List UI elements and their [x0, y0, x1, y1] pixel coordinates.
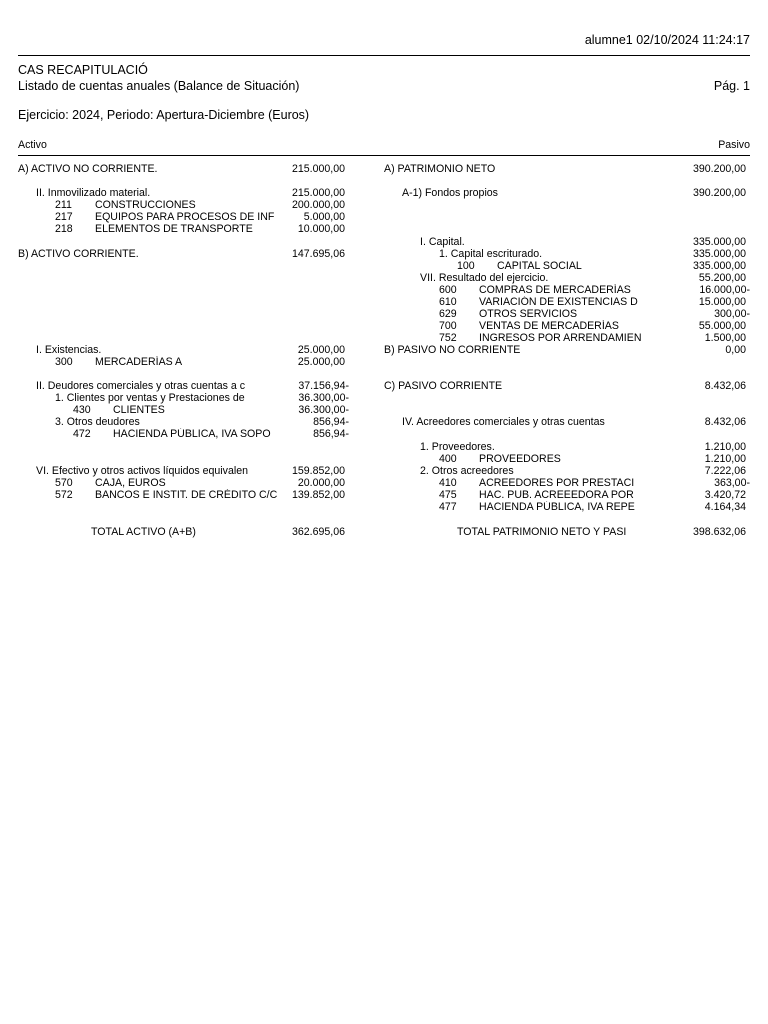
account-code: 430: [73, 404, 91, 416]
account-label: B) ACTIVO CORRIENTE.: [18, 248, 139, 260]
account-amount: 300,00-: [714, 308, 750, 320]
report-header: [0, 0, 768, 60]
account-amount: 1.210,00: [704, 453, 746, 465]
account-amount: 25.000,00: [297, 344, 345, 356]
account-label: I. Existencias.: [36, 344, 102, 356]
header-rule: [18, 55, 750, 56]
account-label: HACIENDA PÚBLICA, IVA SOPO: [113, 428, 271, 440]
account-code: 629: [439, 308, 457, 320]
account-amount: 215.000,00: [291, 163, 345, 175]
account-amount: 200.000,00: [291, 199, 345, 211]
account-label: C) PASIVO CORRIENTE: [384, 380, 503, 392]
account-amount: 1.210,00: [704, 441, 746, 453]
account-amount: 390.200,00: [692, 163, 746, 175]
account-label: HACIENDA PÚBLICA, IVA REPE: [479, 501, 635, 513]
account-code: 572: [55, 489, 73, 501]
account-amount: 139.852,00: [291, 489, 345, 501]
account-amount: 5.000,00: [303, 211, 345, 223]
account-label: CLIENTES: [113, 404, 165, 416]
account-label: EQUIPOS PARA PROCESOS DE INF: [95, 211, 275, 223]
account-amount: 25.000,00: [297, 356, 345, 368]
account-amount: 159.852,00: [291, 465, 345, 477]
account-amount: 335.000,00: [692, 248, 746, 260]
account-amount: 0,00: [725, 344, 746, 356]
account-amount: 10.000,00: [297, 223, 345, 235]
account-amount: 856,94-: [313, 416, 349, 428]
account-amount: 8.432,06: [704, 380, 746, 392]
account-amount: 15.000,00: [698, 296, 746, 308]
account-label: II. Inmovilizado material.: [36, 187, 151, 199]
account-label: COMPRAS DE MERCADERÍAS: [479, 284, 631, 296]
account-label: II. Deudores comerciales y otras cuentas a c: [36, 380, 246, 392]
account-code: 400: [439, 453, 457, 465]
account-label: OTROS SERVICIOS: [479, 308, 578, 320]
period-info: Ejercicio: 2024, Periodo: Apertura-Diciembre (Euros): [18, 108, 310, 122]
account-code: 100: [457, 260, 475, 272]
account-amount: 215.000,00: [291, 187, 345, 199]
account-amount: 8.432,06: [704, 416, 746, 428]
account-label: 3. Otros deudores: [55, 416, 140, 428]
account-label: VARIACIÓN DE EXISTENCIAS D: [479, 296, 638, 308]
account-code: 218: [55, 223, 73, 235]
total-activo-amount: 362.695,06: [291, 526, 345, 538]
account-label: ELEMENTOS DE TRANSPORTE: [95, 223, 253, 235]
account-code: 600: [439, 284, 457, 296]
account-code: 472: [73, 428, 91, 440]
account-amount: 1.500,00: [704, 332, 746, 344]
account-label: B) PASIVO NO CORRIENTE: [384, 344, 521, 356]
account-label: I. Capital.: [420, 236, 465, 248]
account-label: 1. Proveedores.: [420, 441, 495, 453]
account-amount: 390.200,00: [692, 187, 746, 199]
account-label: PROVEEDORES: [479, 453, 561, 465]
columns-rule: [18, 155, 750, 156]
report-title: Listado de cuentas anuales (Balance de Situación): [18, 79, 300, 93]
account-code: 610: [439, 296, 457, 308]
total-pasivo-label: TOTAL PATRIMONIO NETO Y PASI: [457, 526, 627, 538]
account-amount: 363,00-: [714, 477, 750, 489]
account-label: CAPITAL SOCIAL: [497, 260, 582, 272]
account-label: INGRESOS POR ARRENDAMIEN: [479, 332, 642, 344]
account-label: CAJA, EUROS: [95, 477, 166, 489]
total-pasivo-amount: 398.632,06: [692, 526, 746, 538]
account-label: A) PATRIMONIO NETO: [384, 163, 496, 175]
account-label: VI. Efectivo y otros activos líquidos equivalen: [36, 465, 248, 477]
account-amount: 4.164,34: [704, 501, 746, 513]
account-code: 570: [55, 477, 73, 489]
account-label: VII. Resultado del ejercicio.: [420, 272, 549, 284]
column-header-pasivo: Pasivo: [718, 139, 750, 151]
account-amount: 147.695,06: [291, 248, 345, 260]
account-label: A) ACTIVO NO CORRIENTE.: [18, 163, 158, 175]
account-amount: 55.200,00: [698, 272, 746, 284]
company-name: CAS RECAPITULACIÓ: [18, 63, 148, 77]
account-code: 752: [439, 332, 457, 344]
account-label: 1. Clientes por ventas y Prestaciones de: [55, 392, 245, 404]
user-timestamp: alumne1 02/10/2024 11:24:17: [584, 33, 750, 47]
account-code: 217: [55, 211, 73, 223]
account-amount: 7.222,06: [704, 465, 746, 477]
account-code: 410: [439, 477, 457, 489]
account-label: CONSTRUCCIONES: [95, 199, 196, 211]
account-amount: 37.156,94-: [298, 380, 349, 392]
account-code: 477: [439, 501, 457, 513]
page-number: Pág. 1: [713, 79, 750, 93]
account-label: A-1) Fondos propios: [402, 187, 498, 199]
account-code: 300: [55, 356, 73, 368]
account-amount: 36.300,00-: [298, 404, 349, 416]
account-label: MERCADERÍAS A: [95, 356, 183, 368]
account-code: 700: [439, 320, 457, 332]
account-code: 211: [55, 199, 72, 211]
column-header-activo: Activo: [18, 139, 47, 151]
account-label: ACREEDORES POR PRESTACI: [479, 477, 635, 489]
account-label: IV. Acreedores comerciales y otras cuentas: [402, 416, 605, 428]
account-amount: 16.000,00-: [699, 284, 750, 296]
account-label: BANCOS E INSTIT. DE CRÉDITO C/C: [95, 489, 278, 501]
account-amount: 856,94-: [313, 428, 349, 440]
account-code: 475: [439, 489, 457, 501]
account-label: 1. Capital escriturado.: [439, 248, 543, 260]
account-label: VENTAS DE MERCADERÍAS: [479, 320, 619, 332]
account-label: 2. Otros acreedores: [420, 465, 514, 477]
account-amount: 20.000,00: [297, 477, 345, 489]
total-activo-label: TOTAL ACTIVO (A+B): [91, 526, 196, 538]
account-amount: 36.300,00-: [298, 392, 349, 404]
account-label: HAC. PUB. ACREEEDORA POR: [479, 489, 634, 501]
account-amount: 3.420,72: [704, 489, 746, 501]
account-amount: 335.000,00: [692, 260, 746, 272]
account-amount: 55.000,00: [698, 320, 746, 332]
account-amount: 335.000,00: [692, 236, 746, 248]
